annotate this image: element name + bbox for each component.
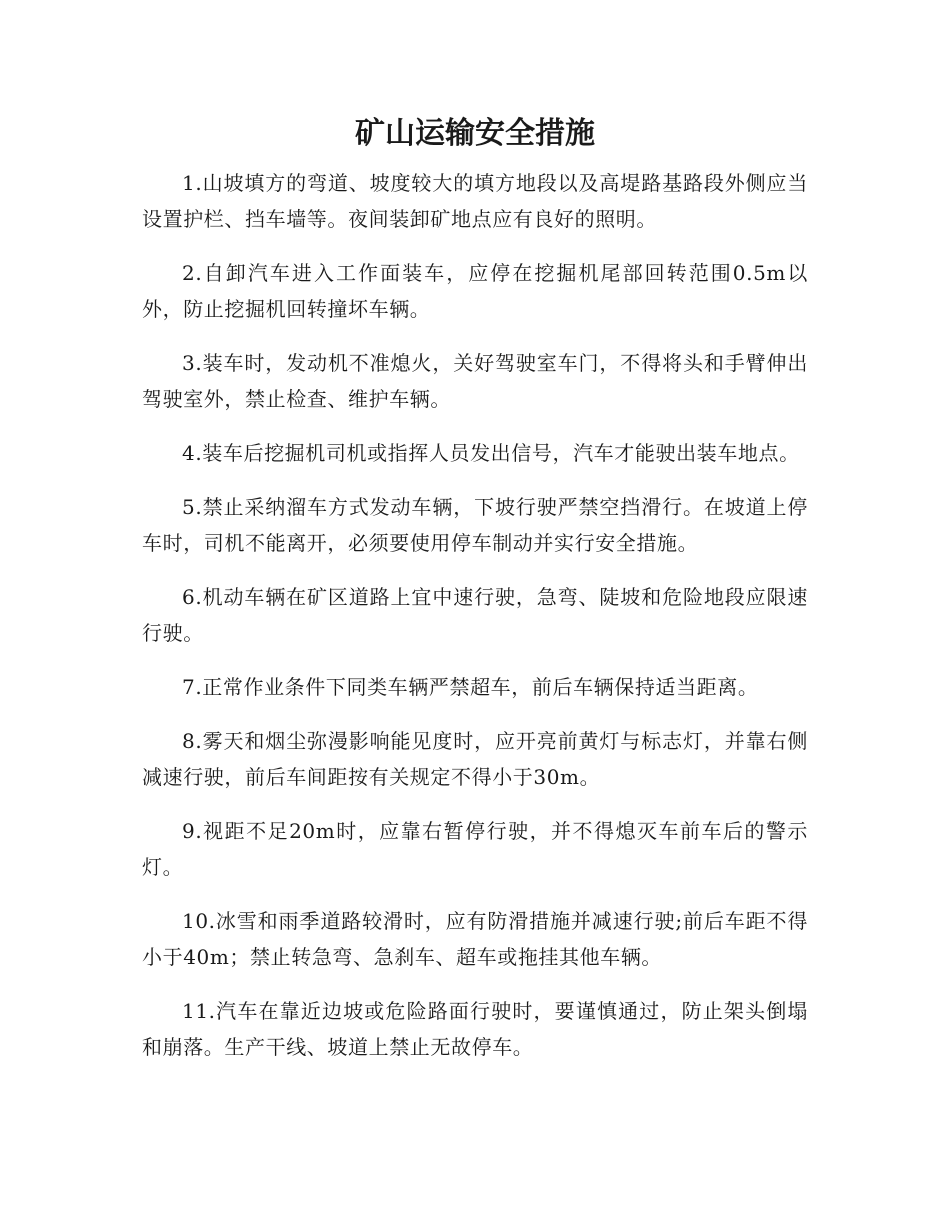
paragraph-9: 9.视距不足20m时，应靠右暂停行驶，并不得熄灭车前车后的警示灯。 [142, 819, 808, 879]
document-body [142, 165, 808, 1083]
paragraph-5: 5.禁止采纳溜车方式发动车辆，下坡行驶严禁空挡滑行。在坡道上停车时，司机不能离开，必须要使用停车制动并实行安全措施。 [142, 495, 808, 555]
paragraph-6: 6.机动车辆在矿区道路上宜中速行驶，急弯、陡坡和危险地段应限速行驶。 [142, 585, 808, 645]
paragraph-1: 1.山坡填方的弯道、坡度较大的填方地段以及高堤路基路段外侧应当设置护栏、挡车墙等。夜间装卸矿地点应有良好的照明。 [142, 171, 808, 231]
paragraph-11: 11.汽车在靠近边坡或危险路面行驶时，要谨慎通过，防止架头倒塌和崩落。生产干线、坡道上禁止无故停车。 [142, 999, 808, 1059]
paragraph-10: 10.冰雪和雨季道路较滑时，应有防滑措施并减速行驶;前后车距不得小于40m；禁止转急弯、急刹车、超车或拖挂其他车辆。 [142, 909, 808, 969]
paragraph-4: 4.装车后挖掘机司机或指挥人员发出信号，汽车才能驶出装车地点。 [182, 441, 800, 465]
paragraph-7: 7.正常作业条件下同类车辆严禁超车，前后车辆保持适当距离。 [182, 675, 759, 699]
paragraph-3: 3.装车时，发动机不准熄火，关好驾驶室车门，不得将头和手臂伸出驾驶室外，禁止检查、维护车辆。 [142, 351, 808, 411]
document-title: 矿山运输安全措施 [355, 116, 595, 151]
paragraph-2: 2.自卸汽车进入工作面装车，应停在挖掘机尾部回转范围0.5m以外，防止挖掘机回转撞坏车辆。 [142, 261, 808, 321]
paragraph-8: 8.雾天和烟尘弥漫影响能见度时，应开亮前黄灯与标志灯，并靠右侧减速行驶，前后车间距按有关规定不得小于30m。 [142, 729, 808, 789]
